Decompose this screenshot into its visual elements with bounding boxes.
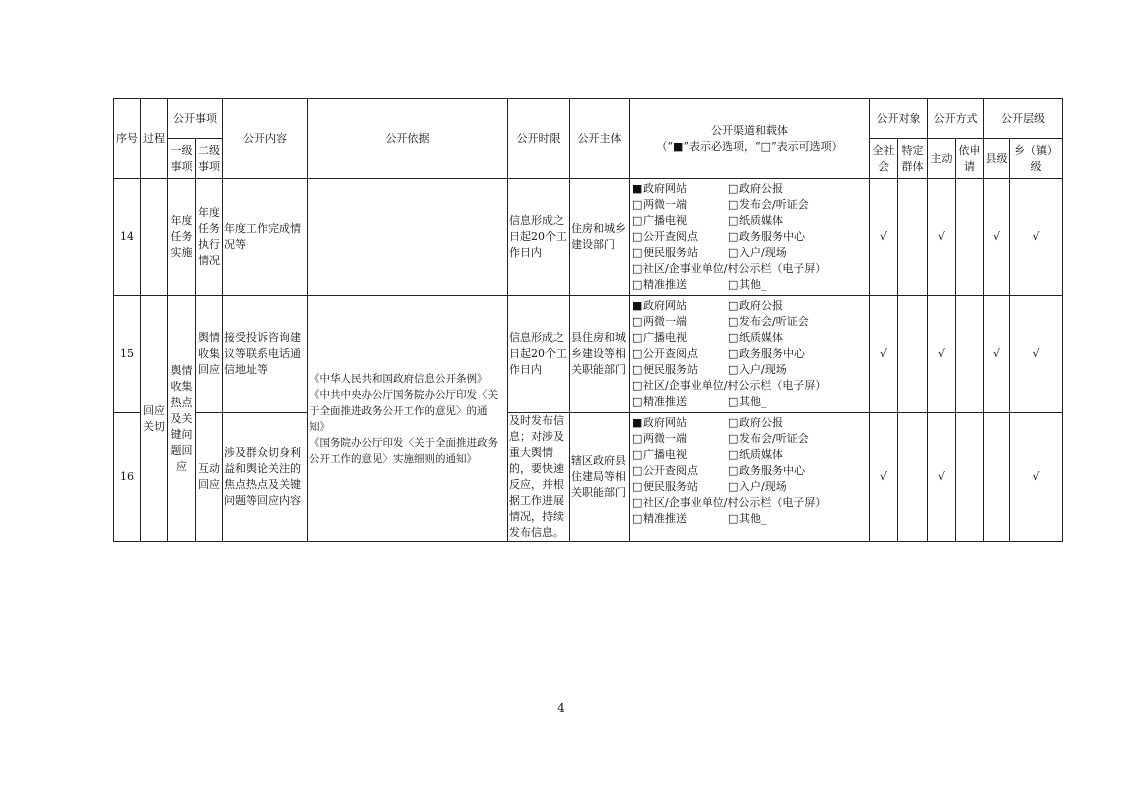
checkbox-icon: □ xyxy=(728,395,739,408)
checkbox-icon: □ xyxy=(632,198,643,211)
channel-label: 广播电视 xyxy=(643,214,687,227)
row-level2: 舆情收集回应 xyxy=(196,296,223,413)
checkbox-icon: □ xyxy=(632,331,643,344)
header-content: 公开内容 xyxy=(223,99,308,179)
channel-label: 精准推送 xyxy=(643,395,687,408)
channel-label: 便民服务站 xyxy=(643,363,698,376)
row-subject: 住房和城乡建设部门 xyxy=(570,179,630,296)
channel-label: 精准推送 xyxy=(643,512,687,525)
channel-option xyxy=(728,330,869,346)
mark-request xyxy=(956,413,984,542)
checkbox-icon: □ xyxy=(632,395,643,408)
merged-process: 回应关切 xyxy=(141,296,168,542)
channel-label: 社区/企事业单位/村公示栏（电子屏） xyxy=(643,379,827,392)
header-subject: 公开主体 xyxy=(570,99,630,179)
checkbox-icon: □ xyxy=(632,432,643,445)
channel-label: 入户/现场 xyxy=(739,363,787,376)
checkbox-icon: ■ xyxy=(632,299,643,312)
checkbox-icon: □ xyxy=(632,315,643,328)
channel-option xyxy=(728,394,869,410)
channel-option xyxy=(632,394,728,410)
channel-option xyxy=(632,447,728,463)
checkbox-icon: □ xyxy=(632,512,643,525)
channel-label: 政府公报 xyxy=(739,299,783,312)
channel-label: 政务服务中心 xyxy=(739,347,805,360)
mark-specific xyxy=(898,413,928,542)
channel-option xyxy=(632,431,728,447)
checkbox-icon: □ xyxy=(728,315,739,328)
channel-label: 入户/现场 xyxy=(739,246,787,259)
header-method-request: 依申请 xyxy=(956,139,984,179)
mark-request xyxy=(956,296,984,413)
channel-label: 发布会/听证会 xyxy=(739,432,809,445)
channel-label: 政府网站 xyxy=(643,416,687,429)
channel-label: 政府公报 xyxy=(739,416,783,429)
checkbox-icon: □ xyxy=(728,246,739,259)
row-content: 年度工作完成情况等 xyxy=(223,179,308,296)
table-row xyxy=(114,296,1063,413)
channel-label: 精准推送 xyxy=(643,278,687,291)
checkbox-icon: □ xyxy=(728,214,739,227)
row-seq: 14 xyxy=(114,179,141,296)
table-row xyxy=(114,413,1063,542)
channel-option xyxy=(728,245,869,261)
row-time-limit: 信息形成之日起20个工作日内 xyxy=(508,179,570,296)
channel-option xyxy=(632,277,728,293)
channel-option xyxy=(728,479,869,495)
row-basis-empty xyxy=(308,179,508,296)
checkbox-icon: □ xyxy=(632,230,643,243)
channel-label: 其他_ xyxy=(739,278,767,291)
channel-label: 公开查阅点 xyxy=(643,347,698,360)
row-level2: 年度任务执行情况 xyxy=(196,179,223,296)
checkbox-icon: □ xyxy=(632,347,643,360)
header-basis: 公开依据 xyxy=(308,99,508,179)
header-target: 公开对象 xyxy=(870,99,928,139)
checkbox-icon: ■ xyxy=(632,416,643,429)
channel-option xyxy=(632,346,728,362)
checkbox-icon: □ xyxy=(632,262,643,275)
mark-county xyxy=(984,413,1010,542)
checkbox-icon: ■ xyxy=(632,182,643,195)
channel-option xyxy=(632,415,728,431)
row-time-limit: 及时发布信息；对涉及重大舆情的，要快速反应，并根据工作进展情况，持续发布信息。 xyxy=(508,413,570,542)
checkbox-icon: □ xyxy=(728,347,739,360)
channel-label: 两微一端 xyxy=(643,432,687,445)
channel-option xyxy=(632,314,728,330)
channel-list xyxy=(632,298,869,410)
mark-all: √ xyxy=(870,413,898,542)
channel-label: 两微一端 xyxy=(643,315,687,328)
channel-option xyxy=(728,431,869,447)
channel-label: 两微一端 xyxy=(643,198,687,211)
channel-label: 纸质媒体 xyxy=(739,331,783,344)
checkbox-icon: □ xyxy=(728,416,739,429)
checkbox-icon: □ xyxy=(728,182,739,195)
checkbox-icon: □ xyxy=(728,198,739,211)
row-level1: 年度任务实施 xyxy=(168,179,196,296)
checkbox-icon: □ xyxy=(632,363,643,376)
row-process xyxy=(141,179,168,296)
row-channels xyxy=(630,179,870,296)
channel-option xyxy=(632,511,728,527)
mark-township: √ xyxy=(1010,296,1063,413)
channel-option xyxy=(728,229,869,245)
header-level1: 一级事项 xyxy=(168,139,196,179)
channel-label: 便民服务站 xyxy=(643,246,698,259)
row-subject: 县住房和城乡建设等相关职能部门 xyxy=(570,296,630,413)
checkbox-icon: □ xyxy=(728,448,739,461)
row-channels xyxy=(630,413,870,542)
channel-label: 政务服务中心 xyxy=(739,230,805,243)
header-channels xyxy=(630,99,870,179)
row-content: 接受投诉咨询建议等联系电话通信地址等 xyxy=(223,296,308,413)
channel-label: 政府公报 xyxy=(739,182,783,195)
channel-option xyxy=(632,197,728,213)
channel-option xyxy=(728,463,869,479)
channel-label: 其他_ xyxy=(739,512,767,525)
checkbox-icon: □ xyxy=(632,448,643,461)
header-target-specific: 特定群体 xyxy=(898,139,928,179)
channel-label: 发布会/听证会 xyxy=(739,198,809,211)
disclosure-table xyxy=(113,98,1063,542)
header-items: 公开事项 xyxy=(168,99,223,139)
channel-option xyxy=(632,245,728,261)
channel-label: 纸质媒体 xyxy=(739,214,783,227)
channel-label: 便民服务站 xyxy=(643,480,698,493)
channel-label: 广播电视 xyxy=(643,448,687,461)
header-level2: 二级事项 xyxy=(196,139,223,179)
channel-option xyxy=(728,197,869,213)
merged-basis: 《中华人民共和国政府信息公开条例》 《中共中央办公厅国务院办公厅印发〈关于全面推进政务公开工作的意见〉的通知》 《国务院办公厅印发〈关于全面推进政务公开工作的意见〉实施细则的通知》 xyxy=(308,296,508,542)
channel-option xyxy=(632,213,728,229)
channel-option xyxy=(632,378,869,394)
checkbox-icon: □ xyxy=(632,246,643,259)
channel-option xyxy=(632,298,728,314)
row-content: 涉及群众切身利益和舆论关注的焦点热点及关键问题等回应内容 xyxy=(223,413,308,542)
channel-label: 政府网站 xyxy=(643,182,687,195)
channel-label: 政府网站 xyxy=(643,299,687,312)
channel-option xyxy=(728,181,869,197)
channel-option xyxy=(728,346,869,362)
mark-request xyxy=(956,179,984,296)
header-channels-title: 公开渠道和载体 xyxy=(711,123,788,137)
mark-active: √ xyxy=(928,413,956,542)
channel-option xyxy=(728,362,869,378)
channel-label: 社区/企事业单位/村公示栏（电子屏） xyxy=(643,496,827,509)
row-channels xyxy=(630,296,870,413)
row-subject: 辖区政府县住建局等相关职能部门 xyxy=(570,413,630,542)
channel-option xyxy=(728,314,869,330)
header-level: 公开层级 xyxy=(984,99,1063,139)
header-target-all: 全社会 xyxy=(870,139,898,179)
checkbox-icon: □ xyxy=(728,480,739,493)
channel-list xyxy=(632,181,869,293)
checkbox-icon: □ xyxy=(728,230,739,243)
header-method: 公开方式 xyxy=(928,99,984,139)
header-level-township: 乡（镇）级 xyxy=(1010,139,1063,179)
header-seq: 序号 xyxy=(114,99,141,179)
header-method-active: 主动 xyxy=(928,139,956,179)
mark-all: √ xyxy=(870,296,898,413)
channel-option xyxy=(632,181,728,197)
channel-option xyxy=(632,463,728,479)
row-seq: 15 xyxy=(114,296,141,413)
channel-option xyxy=(632,229,728,245)
row-time-limit: 信息形成之日起20个工作日内 xyxy=(508,296,570,413)
table-row xyxy=(114,179,1063,296)
channel-label: 入户/现场 xyxy=(739,480,787,493)
page-number: 4 xyxy=(557,701,565,715)
channel-option xyxy=(728,298,869,314)
mark-township: √ xyxy=(1010,413,1063,542)
header-channels-note: （“■”表示必选项，“□”表示可选项） xyxy=(656,139,843,153)
header-level-county: 县级 xyxy=(984,139,1010,179)
channel-list xyxy=(632,415,869,527)
channel-option xyxy=(728,277,869,293)
checkbox-icon: □ xyxy=(728,464,739,477)
checkbox-icon: □ xyxy=(632,214,643,227)
checkbox-icon: □ xyxy=(632,496,643,509)
mark-all: √ xyxy=(870,179,898,296)
row-level2: 互动回应 xyxy=(196,413,223,542)
mark-specific xyxy=(898,179,928,296)
channel-label: 公开查阅点 xyxy=(643,230,698,243)
channel-option xyxy=(728,511,869,527)
mark-active: √ xyxy=(928,296,956,413)
channel-option xyxy=(728,447,869,463)
mark-county: √ xyxy=(984,179,1010,296)
checkbox-icon: □ xyxy=(728,299,739,312)
merged-level1: 舆情收集热点及关键问题回应 xyxy=(168,296,196,542)
channel-option xyxy=(632,479,728,495)
header-time-limit: 公开时限 xyxy=(508,99,570,179)
channel-option xyxy=(632,261,869,277)
channel-option xyxy=(728,213,869,229)
checkbox-icon: □ xyxy=(728,432,739,445)
row-seq: 16 xyxy=(114,413,141,542)
header-process: 过程 xyxy=(141,99,168,179)
mark-township: √ xyxy=(1010,179,1063,296)
channel-label: 纸质媒体 xyxy=(739,448,783,461)
checkbox-icon: □ xyxy=(632,464,643,477)
checkbox-icon: □ xyxy=(728,363,739,376)
channel-label: 社区/企事业单位/村公示栏（电子屏） xyxy=(643,262,827,275)
channel-label: 发布会/听证会 xyxy=(739,315,809,328)
checkbox-icon: □ xyxy=(632,379,643,392)
checkbox-icon: □ xyxy=(632,480,643,493)
channel-option xyxy=(632,362,728,378)
checkbox-icon: □ xyxy=(728,278,739,291)
channel-label: 其他_ xyxy=(739,395,767,408)
channel-label: 政务服务中心 xyxy=(739,464,805,477)
channel-label: 公开查阅点 xyxy=(643,464,698,477)
mark-active: √ xyxy=(928,179,956,296)
channel-option xyxy=(728,415,869,431)
checkbox-icon: □ xyxy=(632,278,643,291)
mark-county: √ xyxy=(984,296,1010,413)
channel-option xyxy=(632,330,728,346)
channel-label: 广播电视 xyxy=(643,331,687,344)
checkbox-icon: □ xyxy=(728,512,739,525)
channel-option xyxy=(632,495,869,511)
mark-specific xyxy=(898,296,928,413)
checkbox-icon: □ xyxy=(728,331,739,344)
